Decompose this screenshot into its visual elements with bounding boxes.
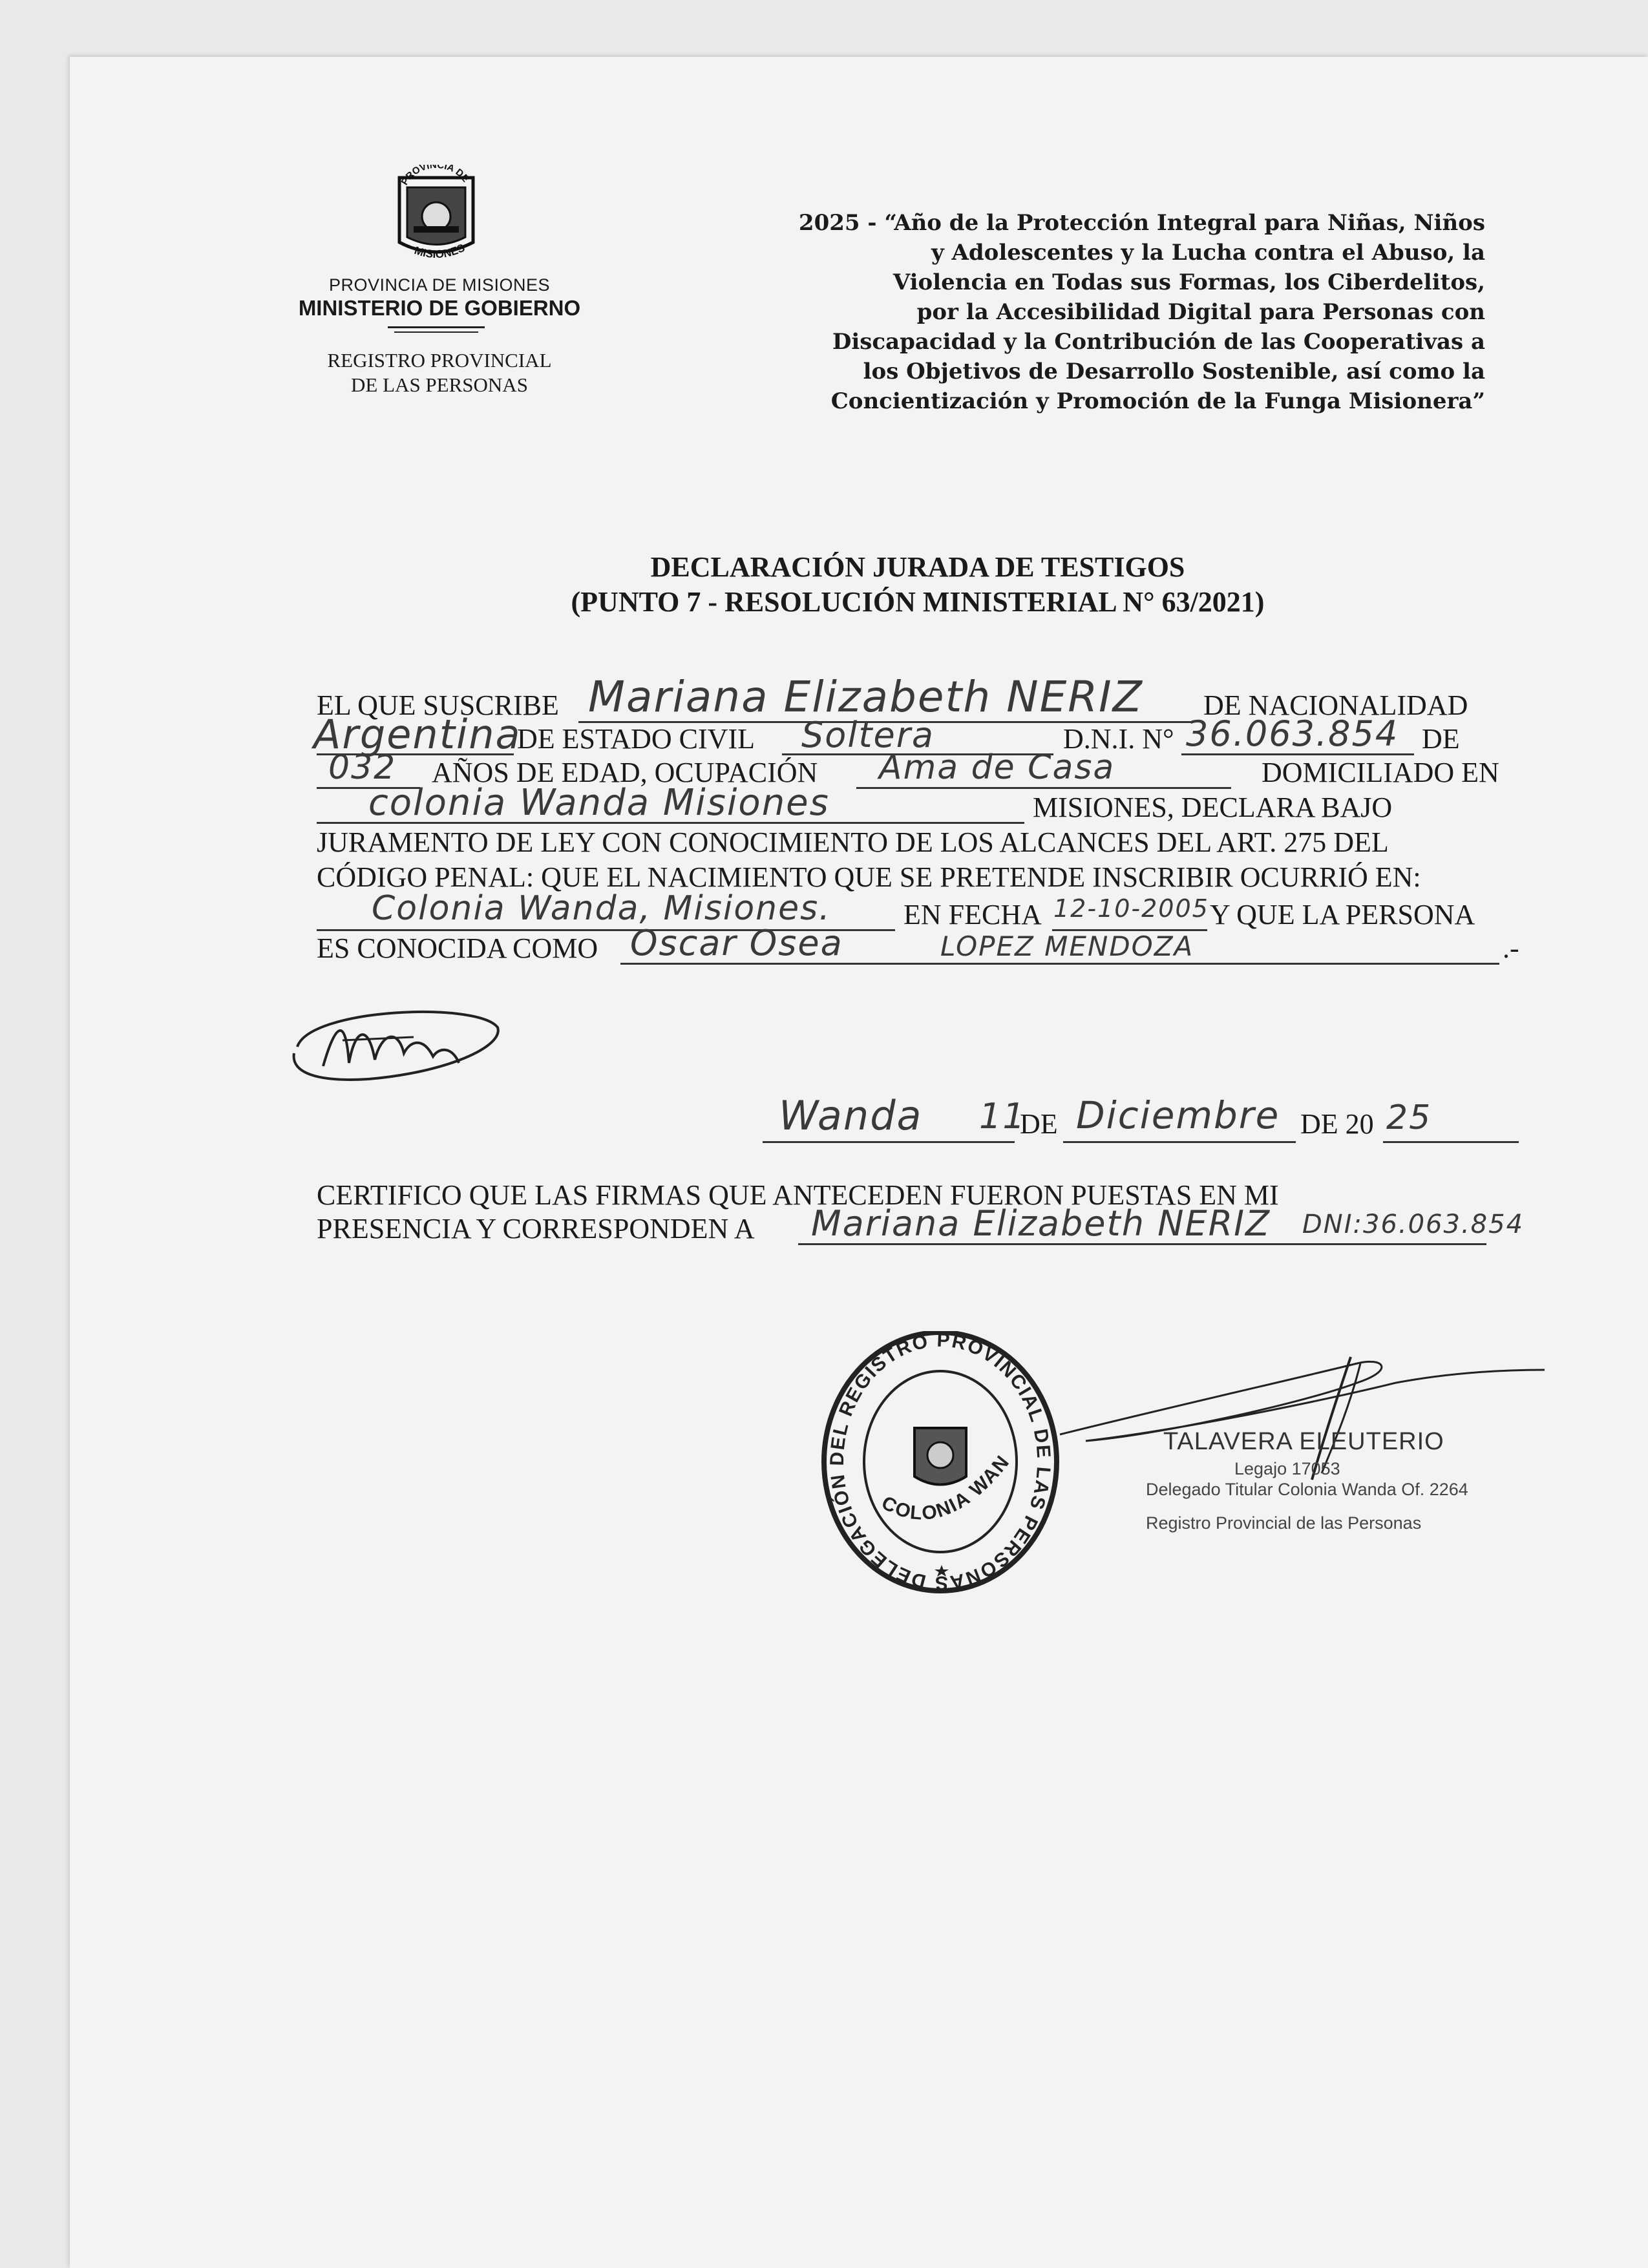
- label-date-de2: DE 20: [1300, 1108, 1374, 1140]
- label-anos-de-edad: AÑOS DE EDAD, OCUPACIÓN: [432, 757, 818, 788]
- handwritten-age: 032: [328, 748, 397, 787]
- province-label: PROVINCIA DE MISIONES: [328, 275, 551, 295]
- header-rule: [388, 326, 485, 328]
- motto-line: Violencia en Todas sus Formas, los Ciberdelitos,: [893, 269, 1485, 295]
- handwritten-birth-place: Colonia Wanda, Misiones.: [372, 889, 831, 928]
- motto-line: Discapacidad y la Contribución de las Cooperativas a: [832, 329, 1485, 355]
- label-de-nacionalidad: DE NACIONALIDAD: [1203, 689, 1468, 721]
- handwritten-day: 11: [979, 1096, 1026, 1137]
- handwritten-occupation: Ama de Casa: [879, 748, 1115, 787]
- handwritten-known-as-first: Oscar Osea: [630, 923, 843, 963]
- document-subtitle: (PUNTO 7 - RESOLUCIÓN MINISTERIAL N° 63/2021): [571, 586, 1265, 618]
- label-domiciliado-en: DOMICILIADO EN: [1262, 757, 1499, 788]
- stamp-crest-icon: [914, 1428, 966, 1485]
- document-title: DECLARACIÓN JURADA DE TESTIGOS: [650, 551, 1185, 583]
- handwritten-known-as-last: LOPEZ MENDOZA: [940, 930, 1194, 962]
- label-de-estado-civil: DE ESTADO CIVIL: [517, 723, 755, 755]
- handwritten-year: 25: [1386, 1098, 1432, 1137]
- stamp-ring-text: DELEGACIÓN DEL REGISTRO PROVINCIAL DE LAS PERSONAS: [826, 1331, 1055, 1594]
- motto-line: 2025 - “Año de la Protección Integral para Niñas, Niños: [798, 210, 1485, 236]
- svg-text:PROVINCIA DE: [399, 165, 471, 187]
- official-role: Delegado Titular Colonia Wanda Of. 2264: [1146, 1480, 1468, 1499]
- crest-top-text: PROVINCIA DE: [399, 165, 471, 187]
- text-certifico-line1: CERTIFICO QUE LAS FIRMAS QUE ANTECEDEN FUERON PUESTAS EN MI: [317, 1179, 1279, 1211]
- label-date-de1: DE: [1020, 1108, 1058, 1140]
- label-es-conocida-como: ES CONOCIDA COMO: [317, 932, 598, 964]
- text-certifico-line2: PRESENCIA Y CORRESPONDEN A: [317, 1213, 755, 1244]
- handwritten-certified-dni: DNI:36.063.854: [1302, 1210, 1525, 1239]
- end-mark: .-: [1503, 932, 1519, 964]
- registry-label-line1: REGISTRO PROVINCIAL: [327, 349, 552, 372]
- year-motto: [679, 208, 1485, 416]
- motto-line: los Objetivos de Desarrollo Sostenible, así como la: [863, 359, 1485, 384]
- province-crest-icon: [388, 165, 485, 268]
- handwritten-address: colonia Wanda Misiones: [368, 782, 830, 824]
- official-name: TALAVERA ELEUTERIO: [1163, 1428, 1444, 1455]
- handwritten-nationality: Argentina: [313, 711, 522, 758]
- label-el-que-suscribe: EL QUE SUSCRIBE: [317, 689, 559, 721]
- registry-label-line2: DE LAS PERSONAS: [351, 373, 528, 396]
- handwritten-place: Wanda: [779, 1092, 923, 1139]
- official-registry: Registro Provincial de las Personas: [1146, 1513, 1422, 1533]
- handwritten-name: Mariana Elizabeth NERIZ: [588, 672, 1143, 722]
- crest-bottom-text: MISIONES: [412, 241, 467, 261]
- handwritten-certified-name: Mariana Elizabeth NERIZ: [811, 1203, 1271, 1244]
- official-stamp: [818, 1331, 1063, 1602]
- label-en-fecha: EN FECHA: [903, 899, 1042, 930]
- handwritten-civil-status: Soltera: [801, 715, 935, 755]
- label-y-que-la-persona: Y QUE LA PERSONA: [1210, 899, 1475, 930]
- handwritten-birth-date: 12-10-2005: [1053, 894, 1209, 923]
- declarant-signature: [284, 1002, 504, 1092]
- ministry-label: MINISTERIO DE GOBIERNO: [298, 296, 581, 320]
- handwritten-month: Diciembre: [1076, 1093, 1280, 1137]
- handwritten-dni: 36.063.854: [1186, 713, 1399, 754]
- label-de: DE: [1422, 723, 1460, 755]
- motto-line: por la Accesibilidad Digital para Personas con: [916, 299, 1485, 325]
- stamp-inner-text: COLONIA WAN: [878, 1451, 1015, 1525]
- header-rule: [394, 331, 478, 333]
- label-misiones-declara: MISIONES, DECLARA BAJO: [1033, 792, 1393, 823]
- motto-line: Concientización y Promoción de la Funga Misionera”: [830, 388, 1485, 414]
- official-legajo: Legajo 17053: [1234, 1459, 1340, 1478]
- text-codigo-penal: CÓDIGO PENAL: QUE EL NACIMIENTO QUE SE PRETENDE INSCRIBIR OCURRIÓ EN:: [317, 861, 1421, 893]
- label-dni: D.N.I. N°: [1063, 723, 1174, 755]
- motto-line: y Adolescentes y la Lucha contra el Abuso, la: [931, 240, 1485, 266]
- text-juramento: JURAMENTO DE LEY CON CONOCIMIENTO DE LOS ALCANCES DEL ART. 275 DEL: [317, 826, 1389, 858]
